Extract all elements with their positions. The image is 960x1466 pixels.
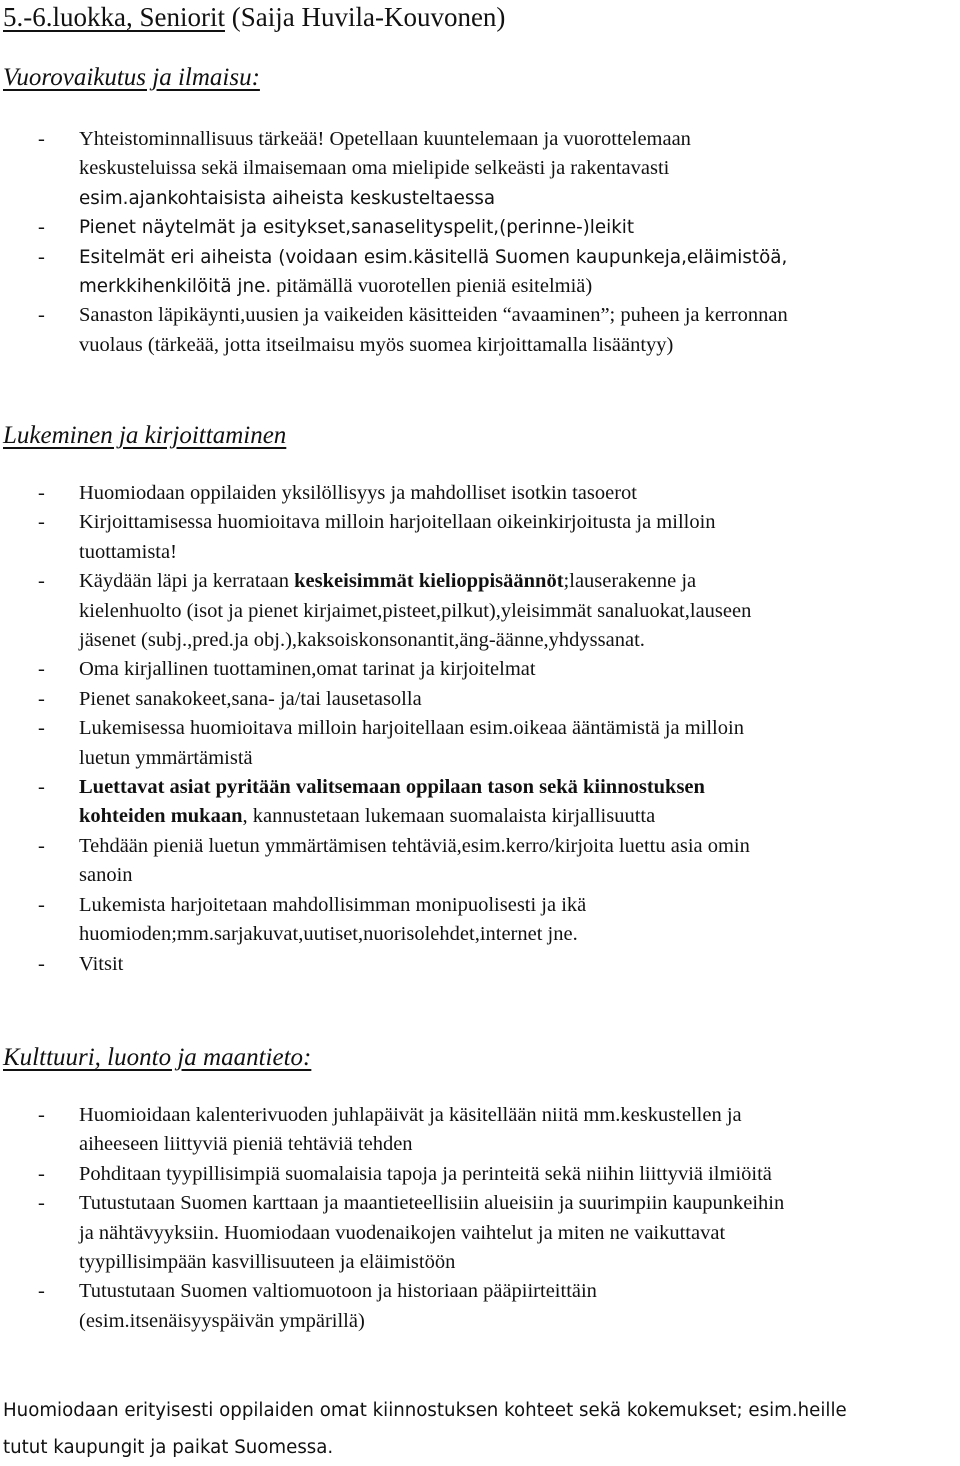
- list-item: [0, 950, 751, 979]
- reading-writing-list: [0, 479, 751, 979]
- list-item: [0, 1189, 784, 1277]
- bullet-dash: -: [38, 245, 45, 268]
- section-heading-interaction: Vuorovaikutus ja ilmaisu:: [3, 64, 260, 91]
- list-item-line: Kirjoittamisessa huomioitava milloin harjoitellaan oikeinkirjoitusta ja milloin: [79, 511, 716, 534]
- list-item-line: sanoin: [79, 864, 133, 887]
- list-item: [0, 1101, 784, 1160]
- text-span: pitämällä vuorotellen pieniä esitelmiä): [271, 275, 593, 298]
- list-item: [0, 508, 751, 567]
- footer-line: Huomiodaan erityisesti oppilaiden omat kiinnostuksen kohteet sekä kokemukset; esim.heille: [3, 1400, 847, 1421]
- grade-title: 5.-6.luokka, Seniorit: [3, 2, 225, 32]
- list-item-line: kielenhuolto (isot ja pienet kirjaimet,pisteet,pilkut),yleisimmät sanaluokat,lauseen: [79, 599, 752, 622]
- list-item-line: esim.ajankohtaisista aiheista keskusteltaessa: [79, 187, 496, 209]
- list-item-line: Tutustutaan Suomen valtiomuotoon ja historiaan pääpiirteittäin: [79, 1280, 597, 1303]
- list-item: [0, 479, 751, 508]
- text-span: , kannustetaan lukemaan suomalaista kirjallisuutta: [242, 805, 656, 828]
- footer-line: tutut kaupungit ja paikat Suomessa.: [3, 1437, 334, 1458]
- list-item-line: jäsenet (subj.,pred.ja obj.),kaksoiskonsonantit,äng-äänne,yhdyssanat.: [79, 629, 645, 652]
- list-item-line: [79, 567, 751, 596]
- teacher-name: (Saija Huvila-Kouvonen): [231, 2, 506, 32]
- list-item-line: Lukemista harjoitetaan mahdollisimman monipuolisesti ja ikä: [79, 893, 587, 916]
- bullet-dash: -: [38, 1280, 45, 1303]
- list-item-line: (esim.itsenäisyyspäivän ympärillä): [79, 1309, 365, 1332]
- bold-text: keskeisimmät kielioppisäännöt: [294, 570, 564, 593]
- bullet-dash: -: [38, 658, 45, 681]
- bold-text: kohteiden mukaan: [79, 805, 243, 828]
- text-span: ;lauserakenne ja: [563, 570, 697, 593]
- list-item-line: ja nähtävyyksiin. Huomiodaan vuodenaikojen vaihtelut ja miten ne vaikuttavat: [79, 1221, 726, 1244]
- bullet-dash: -: [38, 511, 45, 534]
- list-item-line: Huomiodaan oppilaiden yksilöllisyys ja mahdolliset isotkin tasoerot: [79, 482, 637, 504]
- bold-text: Luettavat asiat pyritään valitsemaan oppilaan tason sekä kiinnostuksen: [79, 776, 705, 799]
- bullet-dash: -: [38, 304, 45, 327]
- list-item-line: vuolaus (tärkeää, jotta itseilmaisu myös suomea kirjoittamalla lisääntyy): [79, 333, 674, 356]
- list-item: [0, 685, 751, 714]
- list-item-line: [79, 802, 751, 831]
- list-item-line: [79, 272, 788, 301]
- bullet-dash: -: [38, 834, 45, 857]
- list-item-line: tyypillisimpään kasvillisuuteen ja eläimistöön: [79, 1251, 456, 1274]
- list-item-line: Pienet sanakokeet,sana- ja/tai lausetasolla: [79, 687, 422, 710]
- list-item-line: Tutustutaan Suomen karttaan ja maantieteellisiin alueisiin ja suurimpiin kaupunkeihin: [79, 1192, 785, 1215]
- bullet-dash: -: [38, 570, 45, 593]
- list-item-line: Sanaston läpikäynti,uusien ja vaikeiden käsitteiden “avaaminen”; puheen ja kerronnan: [79, 304, 788, 327]
- list-item-line: Tehdään pieniä luetun ymmärtämisen tehtäviä,esim.kerro/kirjoita luettu asia omin: [79, 834, 750, 857]
- list-item-line: aiheeseen liittyviä pieniä tehtäviä tehden: [79, 1133, 413, 1156]
- list-item-line: Pohditaan tyypillisimpiä suomalaisia tapoja ja perinteitä sekä niihin liittyviä ilmiöitä: [79, 1162, 772, 1185]
- list-item: [0, 125, 788, 213]
- text-span: Esitelmät eri aiheista (voidaan esim.: [79, 246, 414, 268]
- page-title: [3, 0, 505, 34]
- list-item: [0, 655, 751, 684]
- text-span: Käydään läpi ja kerrataan: [79, 570, 295, 593]
- bullet-dash: -: [38, 893, 45, 916]
- list-item-line: tuottamista!: [79, 540, 177, 563]
- bullet-dash: -: [38, 1192, 45, 1215]
- list-item-line: Huomioidaan kalenterivuoden juhlapäivät ja käsitellään niitä mm.keskustellen ja: [79, 1104, 742, 1126]
- section-heading-reading-writing: Lukeminen ja kirjoittaminen: [3, 422, 287, 449]
- text-span: käsitellä Suomen kaupunkeja,eläimistöä,: [413, 246, 788, 268]
- list-item: [0, 714, 751, 773]
- bullet-dash: -: [38, 776, 45, 799]
- list-item: [0, 1160, 784, 1189]
- list-item-line: Oma kirjallinen tuottaminen,omat tarinat ja kirjoitelmat: [79, 658, 536, 681]
- list-item-line: Lukemisessa huomioitava milloin harjoitellaan esim.oikeaa ääntämistä ja milloin: [79, 717, 744, 740]
- culture-geography-list: [0, 1101, 784, 1336]
- list-item: [0, 301, 788, 360]
- list-item: [0, 832, 751, 891]
- bullet-dash: -: [38, 1104, 45, 1126]
- list-item-line: keskusteluissa sekä ilmaisemaan oma mielipide selkeästi ja rakentavasti: [79, 157, 670, 180]
- bullet-dash: -: [38, 952, 45, 975]
- list-item: [0, 243, 788, 302]
- bullet-dash: -: [38, 717, 45, 740]
- list-item-line: Yhteistominnallisuus tärkeää! Opetellaan kuuntelemaan ja vuorottelemaan: [79, 128, 691, 150]
- footer-note: [3, 1392, 847, 1466]
- bullet-dash: -: [38, 216, 45, 239]
- list-item: [0, 773, 751, 832]
- section-heading-culture-geography: Kulttuuri, luonto ja maantieto:: [3, 1044, 312, 1071]
- list-item: [0, 567, 751, 655]
- list-item-line: [79, 773, 751, 802]
- list-item-line: [79, 243, 788, 272]
- list-item: [0, 891, 751, 950]
- bullet-dash: -: [38, 128, 45, 150]
- text-span: merkkihenkilöitä jne.: [79, 276, 272, 298]
- bullet-dash: -: [38, 687, 45, 710]
- list-item-line: huomioden;mm.sarjakuvat,uutiset,nuorisolehdet,internet jne.: [79, 923, 578, 946]
- list-item-line: Pienet näytelmät ja esitykset,sanaselityspelit,(perinne-)leikit: [79, 217, 635, 239]
- interaction-list: [0, 125, 788, 360]
- bullet-dash: -: [38, 482, 45, 504]
- list-item: [0, 1277, 784, 1336]
- list-item-line: Vitsit: [79, 952, 124, 975]
- list-item-line: luetun ymmärtämistä: [79, 746, 253, 769]
- bullet-dash: -: [38, 1162, 45, 1185]
- list-item: [0, 213, 788, 242]
